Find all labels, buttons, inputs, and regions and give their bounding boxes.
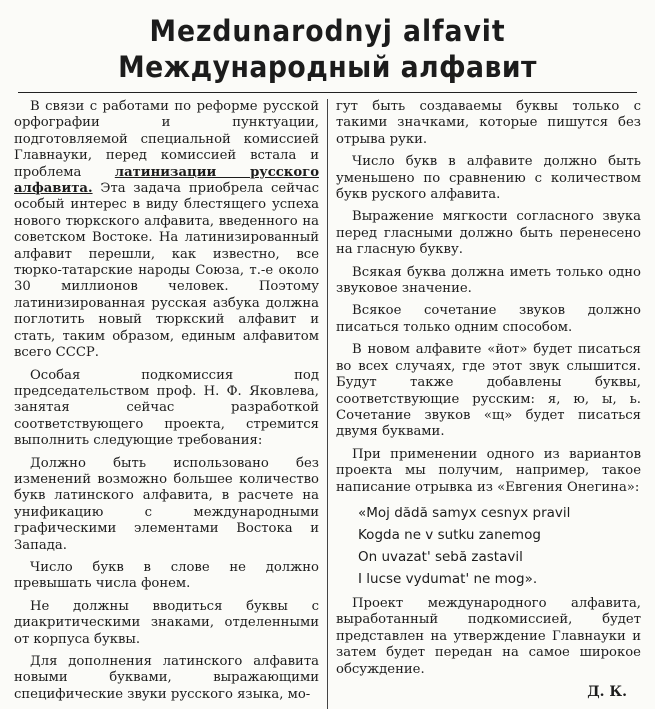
paragraph-requirement-latin-letters: Должно быть использовано без изменений возможно большее количество букв латинского алфавита, в расчете на унификацию с международными графическими элементами Востока и Запада. xyxy=(14,455,319,553)
paragraph-requirement-phonemes: Число букв в слове не должно превышать числа фонем. xyxy=(14,559,319,592)
paragraph-subcommission: Особая подкомиссия под председательством проф. Н. Ф. Яковлева, занятая сейчас разработкой соответствующего проекта, стремится выполнить следующие требования: xyxy=(14,367,319,449)
right-column xyxy=(328,99,641,709)
paragraph-softness: Выражение мягкости согласного звука перед гласными должно быть перенесено на гласную букву. xyxy=(336,209,641,258)
paragraph-yot: В новом алфавите «йот» будет писаться во всех случаях, где этот звук слышится. Будут также добавлены буквы, соответствующие русским: я, ю, ы, ь. Сочетание звуков «щ» будет писаться двумя буквами. xyxy=(336,342,641,440)
paragraph-intro xyxy=(14,99,319,362)
verse-line: «Moj dădă samyx cesnyx pravil xyxy=(358,504,571,521)
verse-line: On uvazat' sebă zastavil xyxy=(358,548,523,565)
paragraph-intro-text-b: Эта задача приобрела сейчас особый интерес в виду блестящего успеха нового тюркского алфавита, введенного на советском Востоке. На латинизированный алфавит перешли, как известно, все тюрко-татарские народы Союза, т.-е около 30 миллионов человек. Поэтому латинизированная русская азбука должна поглотить новый тюркский алфавит и стать, таким образом, единым алфавитом всего СССР. xyxy=(14,181,319,361)
paragraph-one-sound: Всякая буква должна иметь только одно звуковое значение. xyxy=(336,264,641,297)
paragraph-intro-text-a: В связи с работами по реформе русской орфографии и пунктуации, подготовляемой специальной комиссией Главнауки, перед комиссией встала и проблема xyxy=(14,99,319,180)
headline-latin: Mezdunarodnyj alfavit xyxy=(149,14,506,48)
paragraph-one-way: Всякое сочетание звуков должно писаться только одним способом. xyxy=(336,303,641,335)
left-column xyxy=(14,99,328,709)
headline-divider xyxy=(18,92,637,93)
paragraph-conclusion: Проект международного алфавита, выработанный подкомиссией, будет представлен на утверждение Главнауки и затем будет передан на самое широкое обсуждение. xyxy=(336,595,641,677)
author-signature: Д. К. xyxy=(587,683,627,700)
article-columns xyxy=(10,99,645,709)
paragraph-letter-count: Число букв в алфавите должно быть уменьшено по сравнению с количеством букв руского алфавита. xyxy=(336,154,641,203)
headline-cyrillic: Международный алфавит xyxy=(118,50,537,84)
highlighted-phrase: латинизации русского алфавита. xyxy=(14,164,319,197)
paragraph-example-intro: При применении одного из вариантов проекта мы получим, например, такое написание отрывка из «Евгения Онегина»: xyxy=(336,446,641,495)
verse-line: Kogda ne v sutku zanemog xyxy=(358,526,541,543)
verse-line: I lucse vydumat' ne mog». xyxy=(358,570,538,587)
onegin-verse xyxy=(358,502,641,590)
paragraph-continuation: гут быть создаваемы буквы только с такими значками, которые пишутся без отрыва руки. xyxy=(336,99,641,147)
paragraph-requirement-new-letters: Для дополнения латинского алфавита новыми буквами, выражающими специфические звуки русского языка, мо- xyxy=(14,654,319,702)
headline-block xyxy=(10,0,645,84)
paragraph-requirement-diacritics: Не должны вводиться буквы с диакритическими знаками, отделенными от корпуса буквы. xyxy=(14,598,319,647)
